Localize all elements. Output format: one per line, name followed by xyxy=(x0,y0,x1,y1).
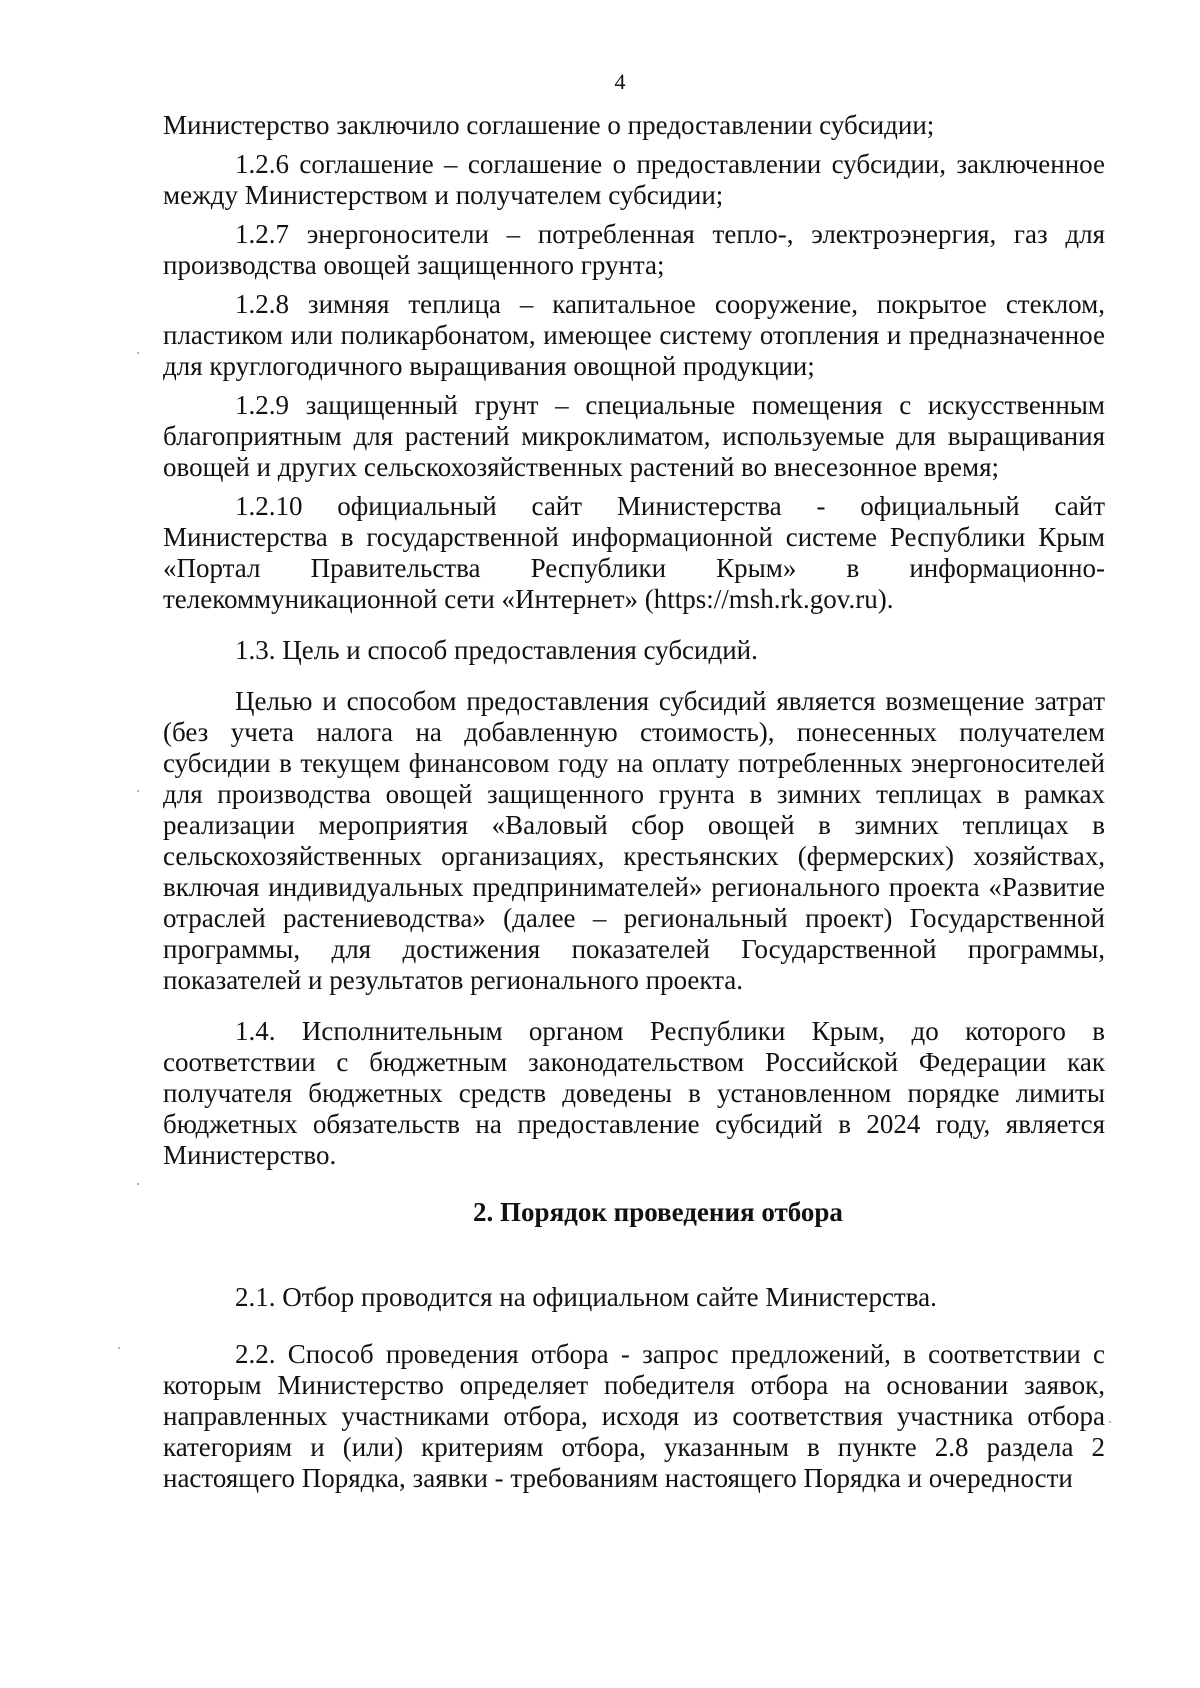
paragraph-1-2-9: 1.2.9 защищенный грунт – специальные помещения с искусственным благоприятным для растений микроклиматом, используемые для выращивания овощей и других сельскохозяйственных растений во внесезонное время; xyxy=(163,390,1105,482)
paragraph-1-2-8: 1.2.8 зимняя теплица – капитальное сооружение, покрытое стеклом, пластиком или поликарбонатом, имеющее систему отопления и предназначенное для круглогодичного выращивания овощной продукции; xyxy=(163,289,1105,381)
section-heading: 2. Порядок проведения отбора xyxy=(473,1197,843,1227)
page-number: 4 xyxy=(614,69,626,94)
paragraph-2-2: 2.2. Способ проведения отбора - запрос предложений, в соответствии с которым Министерство определяет победителя отбора на основании заявок, направленных участниками отбора, исходя из соответствия участника отбора категориям и (или) критериям отбора, указанным в пункте 2.8 раздела 2 настоящего Порядка, заявки - требованиям настоящего Порядка и очередности xyxy=(163,1339,1105,1493)
scan-speck xyxy=(137,1183,139,1185)
document-body xyxy=(163,110,1105,1494)
scan-speck xyxy=(1109,1421,1111,1423)
paragraph-1-2-6: 1.2.6 соглашение – соглашение о предоставлении субсидии, заключенное между Министерством и получателем субсидии; xyxy=(163,149,1105,210)
paragraph-1-3: 1.3. Цель и способ предоставления субсидий. xyxy=(235,635,758,665)
paragraph-1-2-10: 1.2.10 официальный сайт Министерства - официальный сайт Министерства в государственной информационной системе Республики Крым «Портал Правительства Республики Крым» в информационно-телекоммуникационной сети «Интернет» (https://msh.rk.gov.ru). xyxy=(163,491,1105,614)
paragraph-1-4: 1.4. Исполнительным органом Республики Крым, до которого в соответствии с бюджетным законодательством Российской Федерации как получателя бюджетных средств доведены в установленном порядке лимиты бюджетных обязательств на предоставление субсидий в 2024 году, является Министерство. xyxy=(163,1016,1105,1170)
paragraph-2-1: 2.1. Отбор проводится на официальном сайте Министерства. xyxy=(235,1282,937,1312)
paragraph-purpose: Целью и способом предоставления субсидий является возмещение затрат (без учета налога на добавленную стоимость), понесенных получателем субсидии в текущем финансовом году на оплату потребленных энергоносителей для производства овощей защищенного грунта в зимних теплицах в рамках реализации мероприятия «Валовый сбор овощей в зимних теплицах в сельскохозяйственных организациях, крестьянских (фермерских) хозяйствах, включая индивидуальных предпринимателей» регионального проекта «Развитие отраслей растениеводства» (далее – региональный проект) Государственной программы, для достижения показателей Государственной программы, показателей и результатов регионального проекта. xyxy=(163,686,1105,995)
scan-speck xyxy=(118,1347,120,1349)
paragraph-1-2-7: 1.2.7 энергоносители – потребленная тепло-, электроэнергия, газ для производства овощей защищенного грунта; xyxy=(163,219,1105,280)
paragraph-ministry-agreement: Министерство заключило соглашение о предоставлении субсидии; xyxy=(163,110,935,140)
scan-speck xyxy=(137,790,139,792)
scan-speck xyxy=(137,352,139,354)
